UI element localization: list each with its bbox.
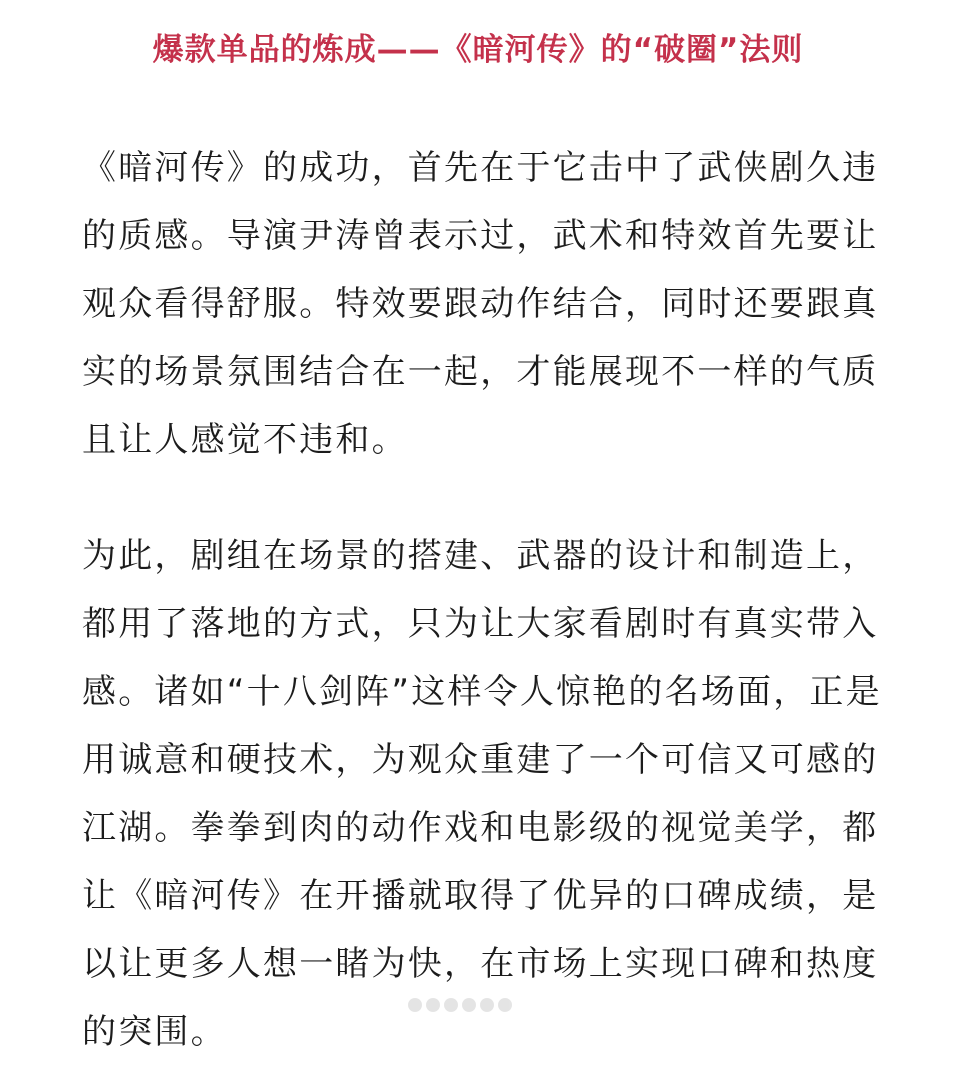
article-paragraph-1	[82, 134, 882, 474]
paragraph-line: 以让更多人想一睹为快，在市场上实现口碑和热度	[82, 944, 879, 984]
watermark-logo	[408, 996, 558, 1014]
watermark-dot-icon	[408, 998, 422, 1012]
paragraph-line: 都用了落地的方式，只为让大家看剧时有真实带入	[82, 604, 879, 644]
paragraph-line: 用诚意和硬技术，为观众重建了一个可信又可感的	[82, 740, 879, 780]
paragraph-line: 观众看得舒服。特效要跟动作结合，同时还要跟真	[82, 284, 879, 324]
watermark-dot-icon	[426, 998, 440, 1012]
paragraph-line: 江湖。拳拳到肉的动作戏和电影级的视觉美学，都	[82, 808, 879, 848]
paragraph-line: 且让人感觉不违和。	[82, 420, 408, 460]
paragraph-line: 让《暗河传》在开播就取得了优异的口碑成绩，是	[82, 876, 879, 916]
watermark-dot-icon	[444, 998, 458, 1012]
paragraph-line: 《暗河传》的成功，首先在于它击中了武侠剧久违	[82, 148, 879, 188]
watermark-dot-icon	[462, 998, 476, 1012]
paragraph-line: 感。诸如“十八剑阵”这样令人惊艳的名场面，正是	[82, 672, 882, 712]
paragraph-line: 实的场景氛围结合在一起，才能展现不一样的气质	[82, 352, 879, 392]
paragraph-line: 的突围。	[82, 1012, 227, 1052]
paragraph-line: 的质感。导演尹涛曾表示过，武术和特效首先要让	[82, 216, 879, 256]
article-title: 爆款单品的炼成——《暗河传》的“破圈”法则	[152, 32, 804, 68]
watermark-dot-icon	[498, 998, 512, 1012]
watermark-dot-icon	[480, 998, 494, 1012]
paragraph-line: 为此，剧组在场景的搭建、武器的设计和制造上，	[82, 536, 879, 576]
article-paragraph-2	[82, 522, 882, 1066]
